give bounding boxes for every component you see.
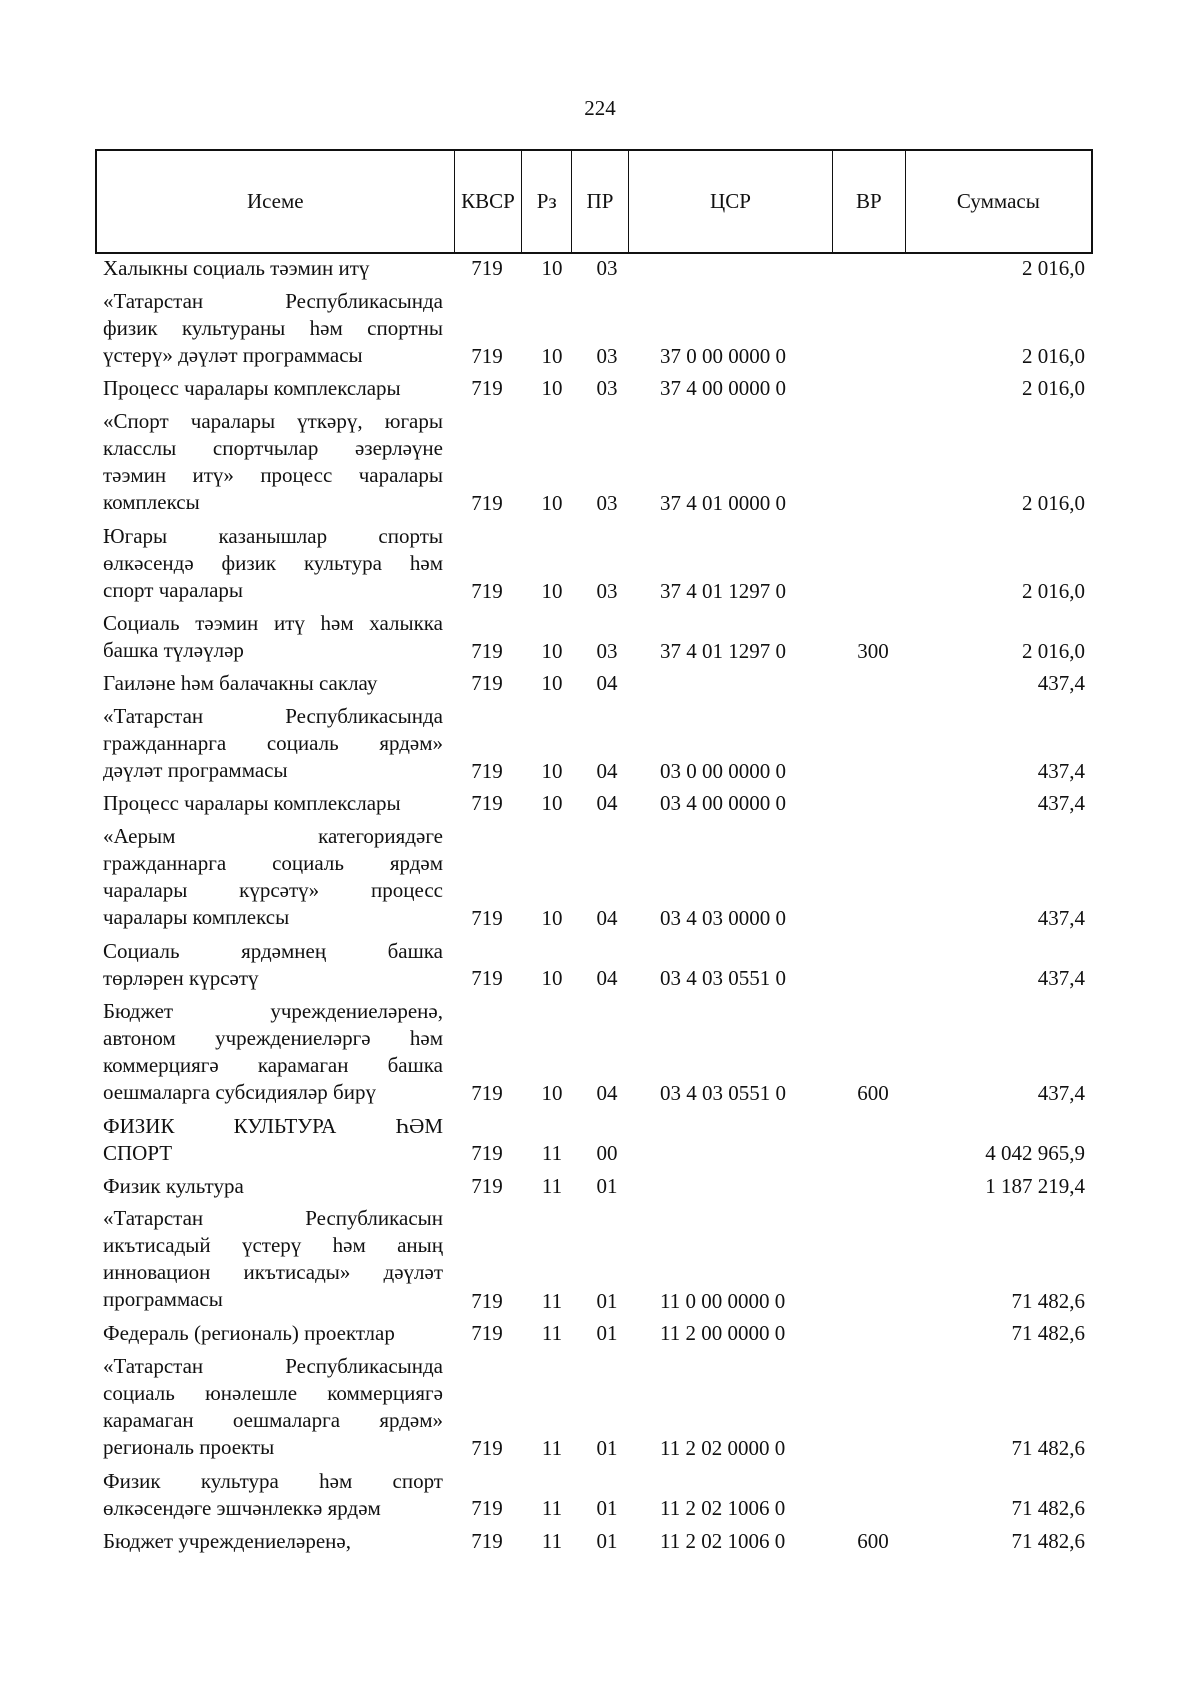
row-pr: 01 bbox=[596, 1288, 618, 1313]
row-sum: 2 016,0 bbox=[1022, 343, 1085, 368]
row-rz: 10 bbox=[541, 791, 563, 815]
row-pr: 04 bbox=[596, 758, 618, 783]
row-tsr: 11 2 02 0000 0 bbox=[660, 1436, 786, 1460]
row-name-line: Процесс чаралары комплекслары bbox=[103, 376, 401, 400]
row-rz: 10 bbox=[541, 343, 563, 368]
table-row bbox=[0, 288, 1200, 371]
table-row bbox=[0, 1528, 1200, 1556]
row-name-line: «Аерым категориядәге bbox=[103, 823, 443, 848]
row-name-line: комплексы bbox=[103, 489, 200, 514]
row-rz: 11 bbox=[541, 1321, 563, 1345]
row-tsr: 03 4 03 0551 0 bbox=[660, 1081, 786, 1105]
row-name-line: Социаль тәэмин итү һәм халыкка bbox=[103, 611, 443, 635]
row-tsr: 11 2 02 1006 0 bbox=[660, 1496, 786, 1520]
row-name-line: өлкәсендәге эшчәнлеккә ярдәм bbox=[103, 1495, 381, 1520]
table-row bbox=[0, 1173, 1200, 1201]
row-name-line: Физик культура bbox=[103, 1173, 244, 1198]
row-rz: 10 bbox=[541, 1081, 563, 1105]
row-name-line: оешмаларга субсидияләр бирү bbox=[103, 1079, 376, 1104]
row-kvsr: 719 bbox=[471, 1321, 503, 1345]
table-row bbox=[0, 703, 1200, 786]
row-name-line: башка түләүләр bbox=[103, 638, 244, 662]
row-name-line: «Татарстан Республикасында bbox=[103, 703, 443, 728]
row-kvsr: 719 bbox=[471, 256, 503, 280]
row-name-line: автоном учреждениеләргә һәм bbox=[103, 1025, 443, 1050]
row-sum: 71 482,6 bbox=[1011, 1288, 1085, 1313]
row-tsr: 03 0 00 0000 0 bbox=[660, 758, 786, 783]
row-name-line: чаралары комплексы bbox=[103, 904, 290, 929]
row-name-line: Процесс чаралары комплекслары bbox=[103, 791, 401, 815]
row-name-line: төрләрен күрсәтү bbox=[103, 965, 259, 990]
row-name-line: Социаль ярдәмнең башка bbox=[103, 938, 443, 963]
row-pr: 04 bbox=[596, 1081, 618, 1105]
row-sum: 1 187 219,4 bbox=[985, 1173, 1085, 1198]
row-sum: 71 482,6 bbox=[1011, 1528, 1085, 1553]
row-tsr: 11 2 00 0000 0 bbox=[660, 1321, 786, 1345]
table-row bbox=[0, 408, 1200, 518]
row-kvsr: 719 bbox=[471, 376, 503, 400]
row-name-line: гражданнарга социаль ярдәм bbox=[103, 850, 443, 875]
row-kvsr: 719 bbox=[471, 671, 503, 695]
header-name: Исеме bbox=[246, 189, 304, 213]
row-name-line: карамаган оешмаларга ярдәм» bbox=[103, 1407, 443, 1432]
row-kvsr: 719 bbox=[471, 578, 503, 603]
row-pr: 03 bbox=[596, 578, 618, 603]
row-pr: 01 bbox=[596, 1321, 618, 1345]
row-name-line: «Татарстан Республикасында bbox=[103, 288, 443, 313]
row-name-line: Гаиләне һәм балачакны саклау bbox=[103, 671, 378, 695]
row-rz: 10 bbox=[541, 376, 563, 400]
row-pr: 03 bbox=[596, 638, 618, 663]
row-kvsr: 719 bbox=[471, 491, 503, 515]
row-name bbox=[103, 1173, 443, 1200]
row-kvsr: 719 bbox=[471, 1528, 503, 1553]
row-pr: 04 bbox=[596, 671, 618, 695]
row-rz: 10 bbox=[541, 906, 563, 930]
row-pr: 03 bbox=[596, 376, 618, 400]
row-name-line: «Спорт чаралары үткәрү, югары bbox=[103, 408, 443, 433]
row-name bbox=[103, 375, 443, 402]
row-name-line: гражданнарга социаль ярдәм» bbox=[103, 730, 443, 755]
row-kvsr: 719 bbox=[471, 758, 503, 783]
row-name-line: өлкәсендә физик культура һәм bbox=[103, 550, 443, 575]
row-kvsr: 719 bbox=[471, 906, 503, 930]
row-name bbox=[103, 1468, 443, 1522]
row-name bbox=[103, 288, 443, 369]
header-rz: Рз bbox=[521, 151, 571, 252]
table-row bbox=[0, 1353, 1200, 1463]
row-name bbox=[103, 1205, 443, 1313]
row-tsr: 37 0 00 0000 0 bbox=[660, 343, 786, 368]
row-pr: 04 bbox=[596, 966, 618, 990]
row-kvsr: 719 bbox=[471, 1173, 503, 1198]
row-sum: 2 016,0 bbox=[1022, 578, 1085, 603]
row-pr: 01 bbox=[596, 1496, 618, 1520]
row-name bbox=[103, 1528, 443, 1555]
table-row bbox=[0, 1468, 1200, 1523]
row-name-line: дәүләт программасы bbox=[103, 757, 288, 782]
row-name-line: Бюджет учреждениеләренә, bbox=[103, 1528, 351, 1553]
row-sum: 2 016,0 bbox=[1022, 376, 1085, 400]
row-tsr: 03 4 03 0551 0 bbox=[660, 966, 786, 990]
row-sum: 437,4 bbox=[1037, 791, 1085, 815]
row-kvsr: 719 bbox=[471, 1496, 503, 1520]
row-name bbox=[103, 823, 443, 931]
row-name-line: чаралары күрсәтү» процесс bbox=[103, 877, 443, 902]
table-row bbox=[0, 1320, 1200, 1348]
header-vr: ВР bbox=[832, 151, 905, 252]
row-vr: 600 bbox=[857, 1081, 889, 1105]
header-kvsr: КВСР bbox=[454, 151, 522, 252]
row-rz: 11 bbox=[541, 1173, 563, 1198]
row-name bbox=[103, 610, 443, 664]
table-row bbox=[0, 790, 1200, 818]
row-name bbox=[103, 703, 443, 784]
row-rz: 10 bbox=[541, 671, 563, 695]
table-row bbox=[0, 523, 1200, 606]
row-kvsr: 719 bbox=[471, 343, 503, 368]
table-row bbox=[0, 610, 1200, 665]
row-tsr: 11 0 00 0000 0 bbox=[660, 1288, 786, 1313]
row-kvsr: 719 bbox=[471, 1141, 503, 1165]
header-sum: Суммасы bbox=[905, 151, 1091, 252]
row-tsr: 37 4 01 0000 0 bbox=[660, 491, 786, 515]
row-rz: 11 bbox=[541, 1436, 563, 1460]
row-kvsr: 719 bbox=[471, 638, 503, 663]
row-name bbox=[103, 1353, 443, 1461]
table-row bbox=[0, 375, 1200, 403]
row-name bbox=[103, 998, 443, 1106]
row-sum: 4 042 965,9 bbox=[985, 1141, 1085, 1165]
row-name-line: социаль юнәлешле коммерциягә bbox=[103, 1380, 443, 1405]
row-name bbox=[103, 255, 443, 282]
table-row bbox=[0, 823, 1200, 933]
row-tsr: 03 4 00 0000 0 bbox=[660, 791, 786, 815]
row-name-line: класслы спортчылар әзерләүне bbox=[103, 435, 443, 460]
row-rz: 11 bbox=[541, 1496, 563, 1520]
row-rz: 10 bbox=[541, 256, 563, 280]
row-name-line: «Татарстан Республикасын bbox=[103, 1206, 443, 1230]
table-header bbox=[95, 149, 1093, 254]
row-sum: 2 016,0 bbox=[1022, 638, 1085, 663]
row-name-line: үстерү» дәүләт программасы bbox=[103, 342, 363, 367]
row-rz: 10 bbox=[541, 638, 563, 663]
row-sum: 71 482,6 bbox=[1011, 1321, 1085, 1345]
row-kvsr: 719 bbox=[471, 791, 503, 815]
row-sum: 437,4 bbox=[1037, 1081, 1085, 1105]
row-name-line: тәэмин итү» процесс чаралары bbox=[103, 462, 443, 487]
row-name bbox=[103, 790, 443, 817]
table-row bbox=[0, 255, 1200, 283]
row-name bbox=[103, 1320, 443, 1347]
row-kvsr: 719 bbox=[471, 1081, 503, 1105]
page-number: 224 bbox=[584, 96, 616, 120]
row-vr: 300 bbox=[857, 638, 889, 663]
row-name bbox=[103, 670, 443, 697]
row-name bbox=[103, 938, 443, 992]
row-sum: 71 482,6 bbox=[1011, 1436, 1085, 1460]
row-sum: 437,4 bbox=[1037, 966, 1085, 990]
row-name-line: Халыкны социаль тәэмин итү bbox=[103, 256, 370, 280]
row-name-line: Бюджет учреждениеләренә, bbox=[103, 998, 443, 1023]
row-name-line: икътисадый үстерү һәм аның bbox=[103, 1233, 443, 1257]
row-rz: 11 bbox=[541, 1141, 563, 1165]
row-pr: 04 bbox=[596, 791, 618, 815]
row-pr: 03 bbox=[596, 491, 618, 515]
row-name-line: физик культураны һәм спортны bbox=[103, 315, 443, 340]
row-name-line: Физик культура һәм спорт bbox=[103, 1468, 443, 1493]
row-name-line: коммерциягә карамаган башка bbox=[103, 1052, 443, 1077]
row-name bbox=[103, 523, 443, 604]
row-vr: 600 bbox=[857, 1528, 889, 1553]
row-sum: 2 016,0 bbox=[1022, 256, 1085, 280]
row-tsr: 37 4 01 1297 0 bbox=[660, 638, 786, 663]
row-pr: 03 bbox=[596, 343, 618, 368]
row-pr: 01 bbox=[596, 1173, 618, 1198]
row-sum: 437,4 bbox=[1037, 906, 1085, 930]
table-row bbox=[0, 1205, 1200, 1315]
row-tsr: 03 4 03 0000 0 bbox=[660, 906, 786, 930]
row-sum: 71 482,6 bbox=[1011, 1496, 1085, 1520]
row-name-line: ФИЗИК КУЛЬТУРА ҺӘМ bbox=[103, 1113, 443, 1138]
row-tsr: 11 2 02 1006 0 bbox=[660, 1528, 786, 1553]
row-sum: 437,4 bbox=[1037, 758, 1085, 783]
row-pr: 01 bbox=[596, 1436, 618, 1460]
row-rz: 10 bbox=[541, 578, 563, 603]
row-kvsr: 719 bbox=[471, 1288, 503, 1313]
row-name-line: региональ проекты bbox=[103, 1434, 275, 1459]
row-pr: 00 bbox=[596, 1141, 618, 1165]
row-rz: 10 bbox=[541, 966, 563, 990]
row-rz: 10 bbox=[541, 758, 563, 783]
row-name-line: программасы bbox=[103, 1287, 223, 1311]
table-row bbox=[0, 998, 1200, 1108]
row-pr: 01 bbox=[596, 1528, 618, 1553]
row-pr: 03 bbox=[596, 256, 618, 280]
row-name-line: спорт чаралары bbox=[103, 577, 244, 602]
table-row bbox=[0, 670, 1200, 698]
row-tsr: 37 4 00 0000 0 bbox=[660, 376, 786, 400]
row-name bbox=[103, 408, 443, 516]
row-name bbox=[103, 1113, 443, 1167]
row-rz: 10 bbox=[541, 491, 563, 515]
row-kvsr: 719 bbox=[471, 966, 503, 990]
row-name-line: СПОРТ bbox=[103, 1140, 173, 1165]
row-sum: 2 016,0 bbox=[1022, 491, 1085, 515]
row-name-line: «Татарстан Республикасында bbox=[103, 1353, 443, 1378]
row-name-line: Федераль (региональ) проектлар bbox=[103, 1321, 395, 1345]
row-name-line: Югары казанышлар спорты bbox=[103, 523, 443, 548]
header-pr: ПР bbox=[571, 151, 628, 252]
row-kvsr: 719 bbox=[471, 1436, 503, 1460]
row-rz: 11 bbox=[541, 1288, 563, 1313]
table-row bbox=[0, 1113, 1200, 1168]
row-pr: 04 bbox=[596, 906, 618, 930]
header-tsr: ЦСР bbox=[628, 151, 832, 252]
table-row bbox=[0, 938, 1200, 993]
row-sum: 437,4 bbox=[1037, 671, 1085, 695]
row-name-line: инновацион икътисады» дәүләт bbox=[103, 1260, 443, 1284]
row-tsr: 37 4 01 1297 0 bbox=[660, 578, 786, 603]
row-rz: 11 bbox=[541, 1528, 563, 1553]
